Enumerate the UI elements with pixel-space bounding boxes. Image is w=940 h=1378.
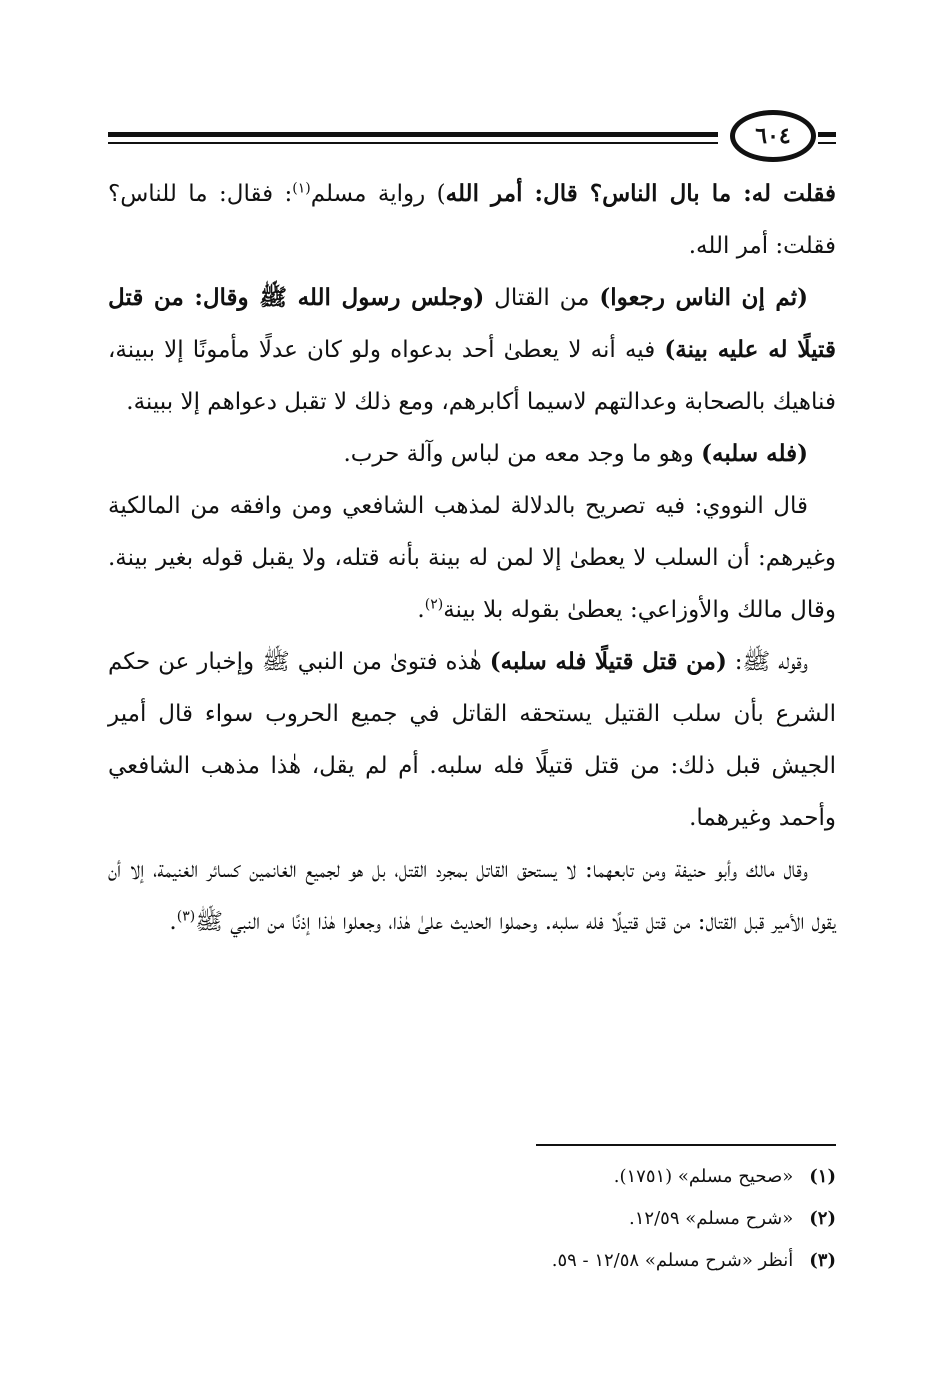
paragraph-2 bbox=[108, 272, 836, 428]
footnote-marker: (٣) bbox=[176, 908, 196, 925]
text-run: ) رواية مسلم bbox=[310, 181, 446, 207]
page-number: ٦٠٤ bbox=[755, 123, 791, 149]
text-run: . bbox=[417, 597, 425, 623]
text-run: قال النووي: فيه تصريح بالدلالة لمذهب الشافعي ومن وافقه من المالكية وغيرهم: أن السلب لا يعطىٰ إلا لمن له بينة بأنه قتله، ولا يقبل قوله بغير بينة. وقال مالك والأوزاعي: يعطىٰ بقوله بلا بينة bbox=[108, 493, 836, 623]
bold-quote: (فله سلبه) bbox=[701, 440, 808, 467]
header-rule-stub-thin bbox=[818, 142, 836, 144]
header-rule-stub-thick bbox=[818, 132, 836, 137]
bold-quote: فقلت له: ما بال الناس؟ قال: أمر الله bbox=[445, 180, 836, 207]
header-rule-thin bbox=[108, 142, 718, 144]
text-run: هٰذه فتوىٰ من النبي ﷺ وإخبار عن حكم الشرع بأن سلب القتيل يستحقه القاتل في جميع الحروب سواء قال أمير الجيش قبل ذلك: من قتل قتيلًا فله سلبه. أم لم يقل، هٰذا مذهب الشافعي وأحمد وغيرهما. bbox=[108, 649, 836, 831]
footnote-number: (١) bbox=[809, 1166, 836, 1187]
text-run: وقال مالك وأبو حنيفة ومن تابعهما: لا يستحق القاتل بمجرد القتل، بل هو لجميع الغانمين كسائر الغنيمة، إلا أن يقول الأمير قبل القتال: من قتل قتيلًا فله سلبه. وحملوا الحديث علىٰ هٰذا، وجعلوا هٰذا إذنًا من النبي ﷺ bbox=[108, 857, 836, 935]
text-run: . bbox=[169, 909, 177, 935]
header-rule-thick bbox=[108, 132, 718, 137]
footnote-text: «شرح مسلم» ١٢/٥٩. bbox=[629, 1208, 794, 1229]
footnote-marker: (١) bbox=[292, 180, 311, 197]
footnote-separator bbox=[536, 1144, 836, 1146]
footnote-item bbox=[108, 1240, 836, 1282]
footnotes bbox=[108, 1156, 836, 1282]
text-run: من القتال bbox=[484, 285, 600, 311]
paragraph-6 bbox=[108, 844, 836, 948]
page-header bbox=[108, 108, 836, 168]
footnote-text: أنظر «شرح مسلم» ١٢/٥٨ - ٥٩. bbox=[551, 1250, 794, 1271]
footnote-text: «صحيح مسلم» (١٧٥١). bbox=[613, 1166, 794, 1187]
bold-quote: (من قتل قتيلًا فله سلبه) bbox=[489, 648, 727, 675]
bold-quote: (ثم إن الناس رجعوا) bbox=[599, 284, 808, 311]
paragraph-5 bbox=[108, 636, 836, 844]
footnote-number: (٢) bbox=[809, 1208, 836, 1229]
footnote-marker: (٢) bbox=[424, 596, 444, 613]
text-run: وهو ما وجد معه من لباس وآلة حرب. bbox=[343, 441, 702, 467]
footnote-item bbox=[108, 1156, 836, 1198]
page-number-badge bbox=[730, 110, 816, 162]
paragraph-1 bbox=[108, 168, 836, 272]
paragraph-3 bbox=[108, 428, 836, 480]
text-run: : فقال: ما للناس؟ فقلت: أمر الله. bbox=[108, 181, 836, 259]
bold-quote: (وجلس رسول الله ﷺ وقال: من قتل قتيلًا له عليه بينة) bbox=[108, 284, 836, 363]
footnote-item bbox=[108, 1198, 836, 1240]
main-text bbox=[108, 168, 836, 948]
footnote-number: (٣) bbox=[809, 1250, 836, 1271]
text-run: وقوله ﷺ: bbox=[726, 649, 808, 675]
text-run: فيه أنه لا يعطىٰ أحد بدعواه ولو كان عدلًا مأمونًا إلا ببينة، فناهيك بالصحابة وعدالتهم لاسيما أكابرهم، ومع ذلك لا تقبل دعواهم إلا ببينة. bbox=[108, 337, 836, 415]
paragraph-4 bbox=[108, 480, 836, 636]
